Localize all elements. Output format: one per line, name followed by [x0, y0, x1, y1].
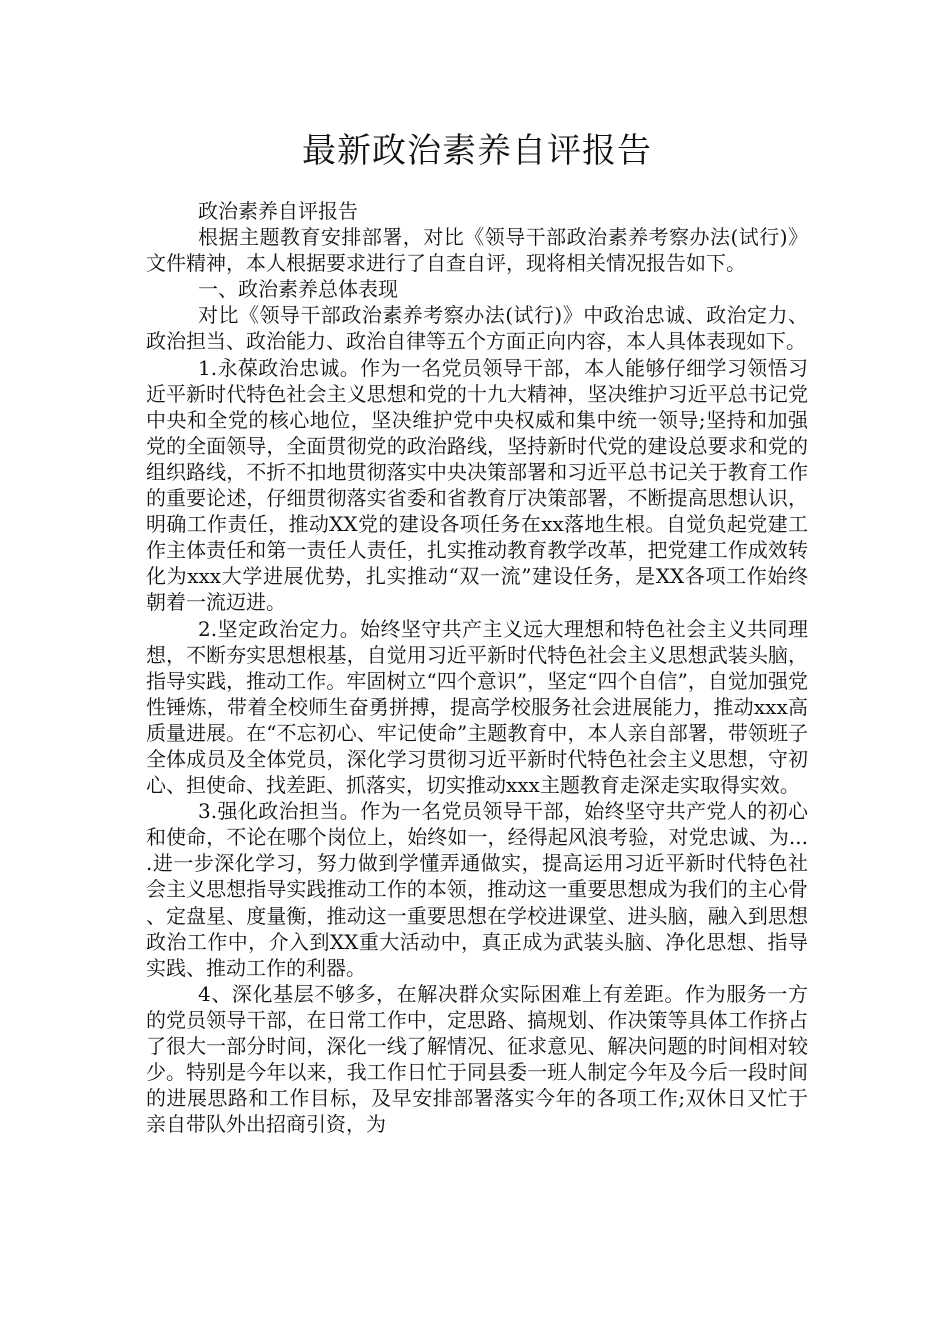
section-intro-paragraph: 对比《领导干部政治素养考察办法(试行)》中政治忠诚、政治定力、政治担当、政治能力、政治自律等五个方面正向内容，本人具体表现如下。 [146, 303, 808, 354]
item-2-paragraph: 2.坚定政治定力。始终坚守共产主义远大理想和特色社会主义共同理想，不断夯实思想根基，自觉用习近平新时代特色社会主义思想武装头脑，指导实践，推动工作。牢固树立“四个意识”，坚定“四个自信”，自觉加强党性锤炼，带着全校师生奋勇拼搏，提高学校服务社会进展能力，推动xxx高质量进展。在“不忘初心、牢记使命”主题教育中，本人亲自部署，带领班子全体成员及全体党员，深化学习贯彻习近平新时代特色社会主义思想，守初心、担使命、找差距、抓落实，切实推动xxx主题教育走深走实取得实效。 [146, 616, 808, 798]
item-1-paragraph: 1.永葆政治忠诚。作为一名党员领导干部，本人能够仔细学习领悟习近平新时代特色社会主义思想和党的十九大精神，坚决维护习近平总书记党中央和全党的核心地位，坚决维护党中央权威和集中统一领导;坚持和加强党的全面领导，全面贯彻党的政治路线，坚持新时代党的建设总要求和党的组织路线，不折不扣地贯彻落实中央决策部署和习近平总书记关于教育工作的重要论述，仔细贯彻落实省委和省教育厅决策部署，不断提高思想认识，明确工作责任，推动XX党的建设各项任务在xx落地生根。自觉负起党建工作主体责任和第一责任人责任，扎实推动教育教学改革，把党建工作成效转化为xxx大学进展优势，扎实推动“双一流”建设任务，是XX各项工作始终朝着一流迈进。 [146, 355, 808, 615]
document-body [146, 198, 808, 1137]
report-subtitle: 政治素养自评报告 [198, 199, 358, 223]
item-3-paragraph: 3.强化政治担当。作为一名党员领导干部，始终坚守共产党人的初心和使命，不论在哪个岗位上，始终如一，经得起风浪考验，对党忠诚、为....进一步深化学习，努力做到学懂弄通做实，提高运用习近平新时代特色社会主义思想指导实践推动工作的本领，推动这一重要思想成为我们的主心骨、定盘星、度量衡，推动这一重要思想在学校进课堂、进头脑，融入到思想政治工作中，介入到XX重大活动中，真正成为武装头脑、净化思想、指导实践、推动工作的利器。 [146, 799, 808, 980]
section-heading: 一、政治素养总体表现 [198, 277, 398, 302]
document-title: 最新政治素养自评报告 [302, 131, 652, 171]
intro-paragraph: 根据主题教育安排部署，对比《领导干部政治素养考察办法(试行)》文件精神，本人根据要求进行了自查自评，现将相关情况报告如下。 [146, 225, 808, 276]
item-4-paragraph: 4、深化基层不够多，在解决群众实际困难上有差距。作为服务一方的党员领导干部，在日常工作中，定思路、搞规划、作决策等具体工作挤占了很大一部分时间，深化一线了解情况、征求意见、解决问题的时间相对较少。特别是今年以来，我工作日忙于同县委一班人制定今年及今后一段时间的进展思路和工作目标，及早安排部署落实今年的各项工作;双休日又忙于亲自带队外出招商引资，为 [146, 981, 808, 1137]
